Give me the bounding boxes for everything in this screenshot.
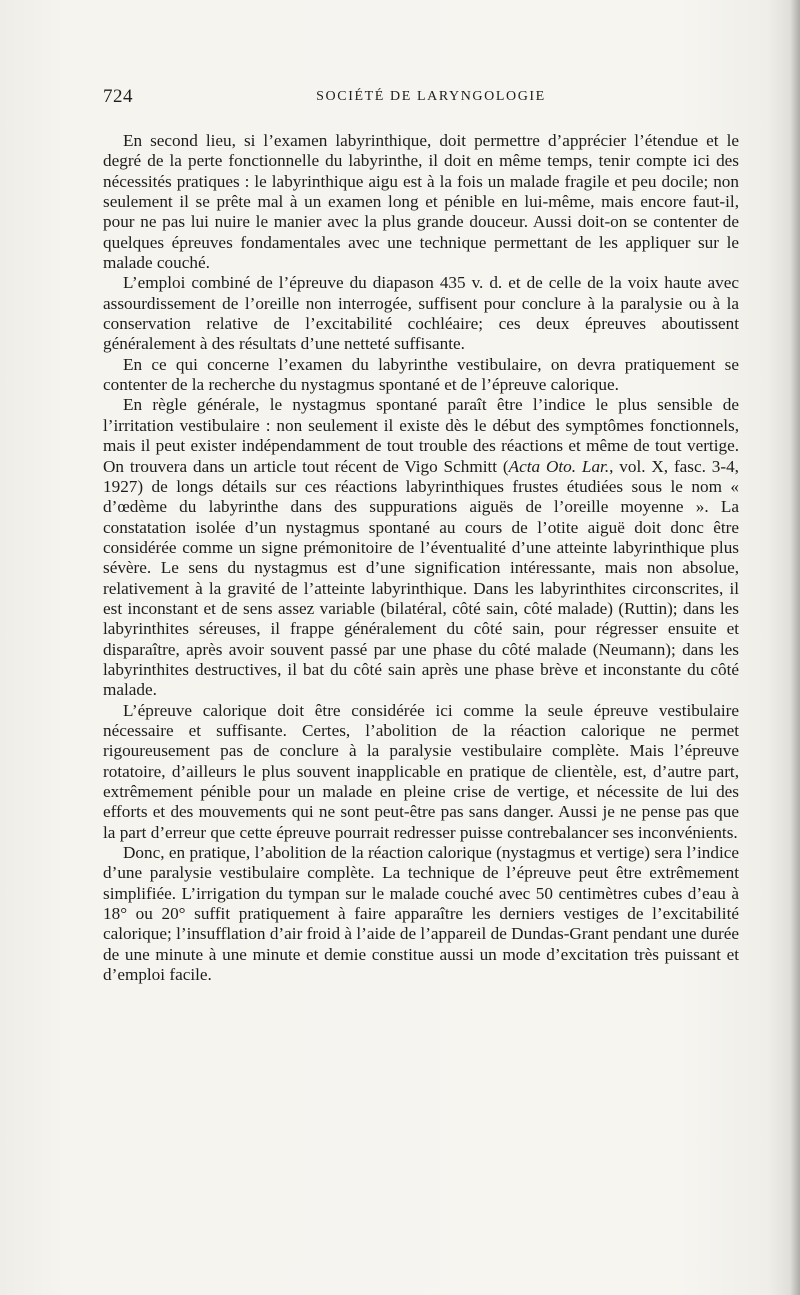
paragraph (103, 395, 739, 700)
paragraph: L’emploi combiné de l’épreuve du diapason 435 v. d. et de celle de la voix haute avec assourdissement de l’oreille non interrogée, suffisent pour conclure à la paralysie ou à la conservation relative de l’excitabilité cochléaire; ces deux épreuves aboutissent généralement à des résultats d’une netteté suffisante. (103, 273, 739, 354)
paragraph: En second lieu, si l’examen labyrinthique, doit permettre d’apprécier l’étendue et le degré de la perte fonctionnelle du labyrinthe, il doit en même temps, tenir compte ici des nécessités pratiques : le labyrinthique aigu est à la fois un malade fragile et peu docile; non seulement il se prête mal à un examen long et pénible en lui-même, mais encore faut-il, pour ne pas lui nuire le manier avec la plus grande douceur. Aussi doit-on se contenter de quelques épreuves fondamentales avec une technique permettant de les appliquer sur le malade couché. (103, 131, 739, 273)
running-head: SOCIÉTÉ DE LARYNGOLOGIE (316, 89, 546, 104)
paragraph: En ce qui concerne l’examen du labyrinthe vestibulaire, on devra pratiquement se contenter de la recherche du nystagmus spontané et de l’épreuve calorique. (103, 354, 739, 395)
page-edge-shadow (790, 0, 800, 1295)
journal-title: Acta Oto. Lar. (508, 456, 610, 476)
paragraph: Donc, en pratique, l’abolition de la réaction calorique (nystagmus et vertige) sera l’indice d’une paralysie vestibulaire complète. La technique de l’épreuve peut être extrêmement simplifiée. L’irrigation du tympan sur le malade couché avec 50 centimètres cubes d’eau à 18° ou 20° suffit pratiquement à faire apparaître les derniers vestiges de l’excitabilité calorique; l’insufflation d’air froid à l’aide de l’appareil de Dundas-Grant pendant une durée de une minute à une minute et demie constitue aussi un mode d’excitation très puissant et d’emploi facile. (103, 843, 739, 985)
paragraph: L’épreuve calorique doit être considérée ici comme la seule épreuve vestibulaire nécessaire et suffisante. Certes, l’abolition de la réaction calorique ne permet rigoureusement pas de conclure à la paralysie vestibulaire complète. Mais l’épreuve rotatoire, d’ailleurs le plus souvent inapplicable en pratique de clientèle, est, d’autre part, extrêmement pénible pour un malade en pleine crise de vertige, et nécessite de lui des efforts et des mouvements qui ne sont peut-être pas sans danger. Aussi je ne pense pas que la part d’erreur que cette épreuve pourrait redresser puisse contrebalancer ses inconvénients. (103, 700, 739, 842)
paragraph-text: , vol. X, fasc. 3-4, 1927) de longs détails sur ces réactions labyrinthiques frustes étudiées sous le nom « d’œdème du labyrinthe dans des suppurations aiguës de l’oreille moyenne ». La constatation isolée d’un nystagmus spontané au cours de l’otite aiguë doit donc être considérée comme un signe prémonitoire de l’éventualité d’une atteinte labyrinthique plus sévère. Le sens du nystagmus est d’une signification intéressante, mais non absolue, relativement à la gravité de l’atteinte labyrinthique. Dans les labyrinthites circonscrites, il est inconstant et de sens assez variable (bilatéral, côté sain, côté malade) (Ruttin); dans les labyrinthites séreuses, il frappe généralement du côté sain, pour régresser ensuite et disparaître, après avoir souvent passé par une phase du côté malade (Neumann); dans les labyrinthites destructives, il bat du côté sain après une phase brève et inconstante du côté malade. (103, 456, 739, 700)
body-text (103, 131, 739, 985)
page-header (103, 86, 739, 112)
page-number: 724 (103, 86, 133, 107)
paragraph-text: En règle générale, le nystagmus spontané paraît être l’indice le plus sensible de l’irritation vestibulaire : non seulement il existe dès le début des symptômes fonctionnels, mais il peut exister indépendamment de tout trouble des réactions et même de tout vertige. On trouvera dans un article tout récent de Vigo Schmitt ( (103, 395, 739, 476)
